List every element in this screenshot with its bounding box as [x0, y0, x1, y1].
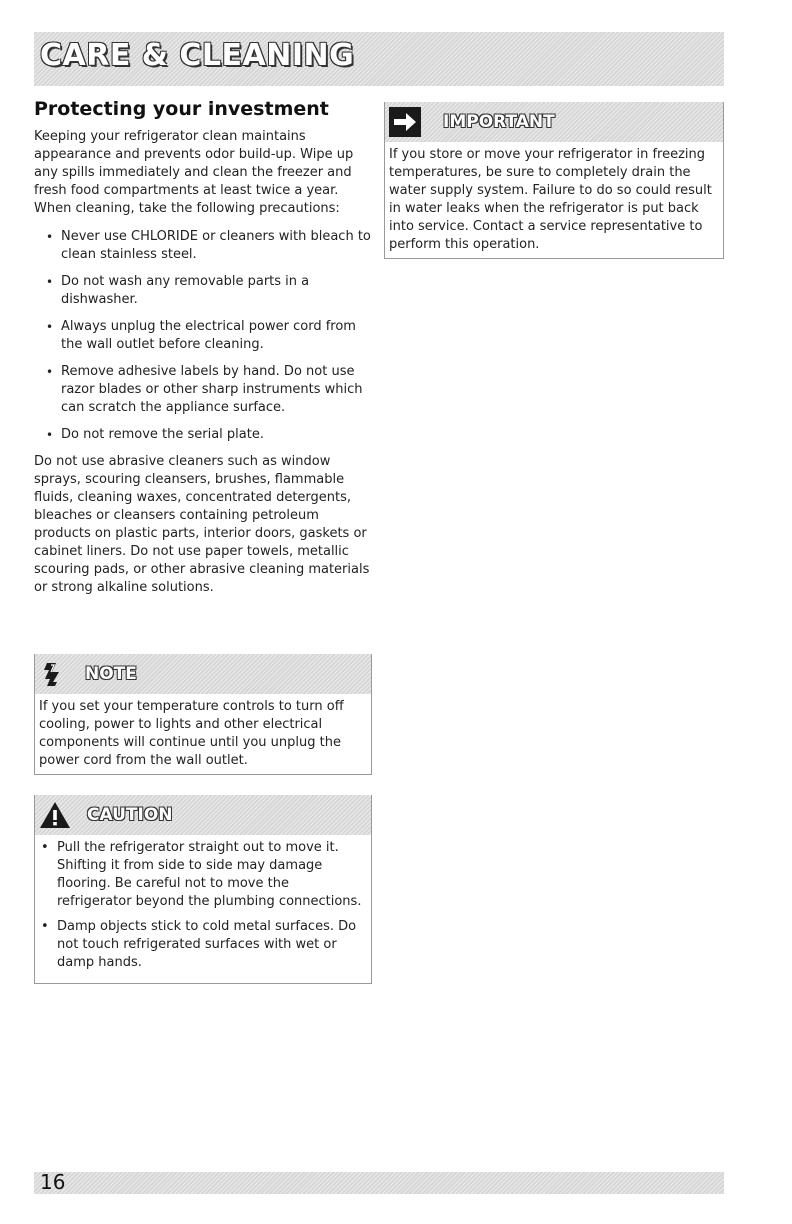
arrow-right-icon [389, 107, 421, 137]
precautions-list [34, 228, 374, 444]
list-item: • Do not wash any removable parts in a dishwasher. [46, 273, 374, 309]
list-item: • Pull the refrigerator straight out to move it. Shifting it from side to side may damage flooring. Be careful not to move the refrigerator beyond the plumbing connections. [39, 839, 367, 911]
list-item: • Always unplug the electrical power cord from the wall outlet before cleaning. [46, 318, 374, 354]
caution-label: CAUTION [87, 805, 173, 825]
page-title: CARE & CLEANING [40, 38, 355, 73]
footer-band [34, 1172, 724, 1194]
caution-list [39, 839, 367, 972]
caution-body [35, 835, 371, 983]
important-text: If you store or move your refrigerator in freezing temperatures, be sure to completely drain the water supply system. Failure to do so could result in water leaks when the refrigerator is put back into service. Contact a service representative to perform this operation. [389, 147, 712, 252]
note-callout [34, 654, 372, 775]
left-column [34, 98, 374, 607]
important-header [385, 102, 723, 142]
page-number: 16 [40, 1170, 66, 1194]
header-band [34, 32, 724, 86]
important-callout [384, 102, 724, 259]
list-item: • Remove adhesive labels by hand. Do not use razor blades or other sharp instruments which can scratch the appliance surface. [46, 363, 374, 417]
list-item: • Never use CHLORIDE or cleaners with bleach to clean stainless steel. [46, 228, 374, 264]
note-hand-icon [39, 659, 71, 689]
intro-paragraph: Keeping your refrigerator clean maintains appearance and prevents odor build-up. Wipe up any spills immediately and clean the freezer and fresh food compartments at least twice a year. When cleaning, take the following precautions: [34, 129, 354, 216]
caution-callout [34, 795, 372, 984]
closing-paragraph: Do not use abrasive cleaners such as window sprays, scouring cleansers, brushes, flammable fluids, cleaning waxes, concentrated detergents, bleaches or cleansers containing petroleum products on plastic parts, interior doors, gaskets or cabinet liners. Do not use paper towels, metallic scouring pads, or other abrasive cleaning materials or strong alkaline solutions. [34, 454, 370, 595]
list-item: • Damp objects stick to cold metal surfaces. Do not touch refrigerated surfaces with wet or damp hands. [39, 918, 367, 972]
list-item: • Do not remove the serial plate. [46, 426, 374, 444]
note-label: NOTE [85, 664, 137, 684]
warning-triangle-icon [39, 800, 71, 830]
section-heading: Protecting your investment [34, 98, 329, 120]
note-text: If you set your temperature controls to turn off cooling, power to lights and other electrical components will continue until you unplug the power cord from the wall outlet. [39, 699, 344, 768]
caution-header [35, 795, 371, 835]
note-header [35, 654, 371, 694]
important-label: IMPORTANT [443, 112, 555, 132]
